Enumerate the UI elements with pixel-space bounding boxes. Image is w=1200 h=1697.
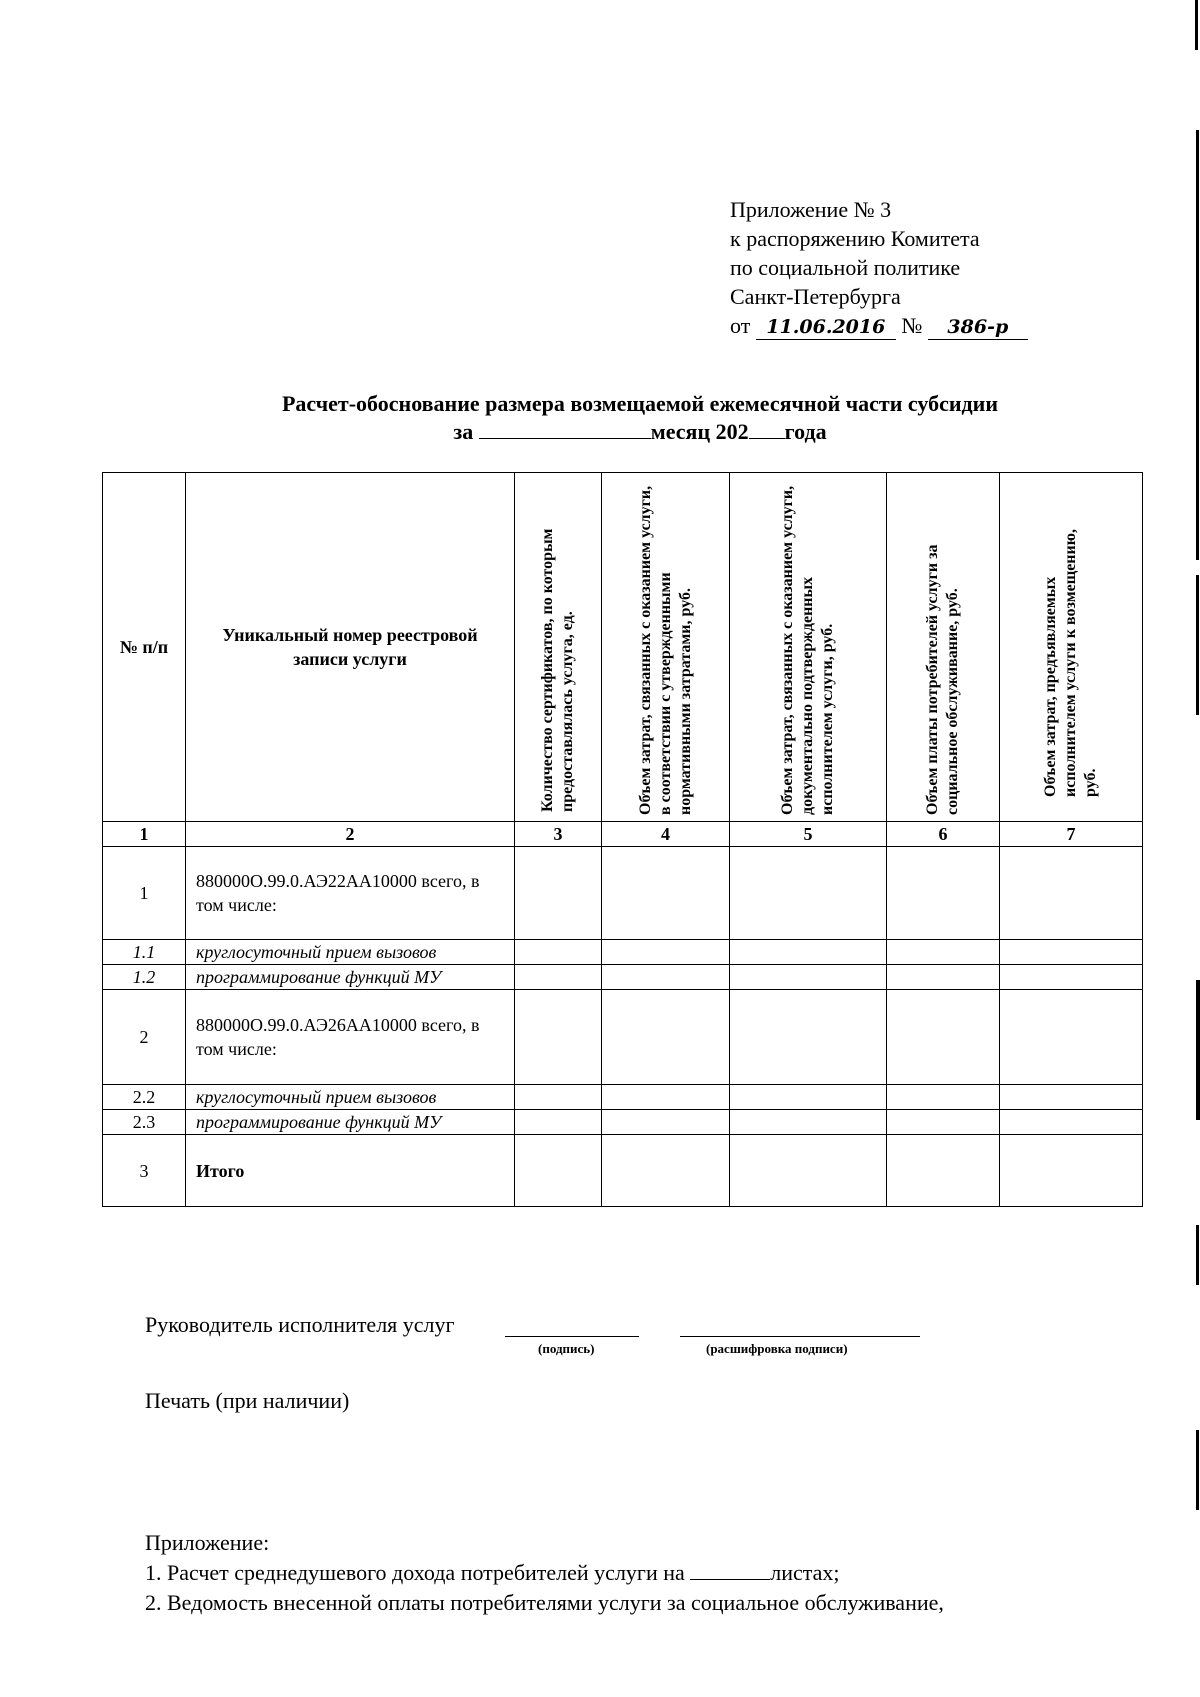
table-row — [103, 965, 1143, 990]
period-month-label: месяц 202 — [650, 419, 749, 444]
cell-normative-costs[interactable] — [602, 940, 730, 965]
cell-certificates[interactable] — [515, 965, 602, 990]
appendix-item-1-text: 1. Расчет среднедушевого дохода потребителей услуги на — [145, 1560, 685, 1585]
column-number-row — [103, 822, 1143, 847]
cell-normative-costs[interactable] — [602, 1135, 730, 1207]
service-name: круглосуточный прием вызовов — [186, 1085, 515, 1110]
number-label: № — [901, 313, 923, 338]
header-col-registry: Уникальный номер реестровой записи услуги — [186, 473, 515, 822]
scan-edge-mark — [1196, 130, 1199, 560]
month-blank[interactable] — [479, 418, 651, 439]
cell-reimbursement[interactable] — [1000, 940, 1143, 965]
row-number: 1 — [103, 847, 186, 940]
cell-certificates[interactable] — [515, 940, 602, 965]
header-col-reimbursement — [1000, 473, 1143, 822]
service-name: 880000О.99.0.АЭ22АА10000 всего, в том числе: — [186, 847, 515, 940]
cell-reimbursement[interactable] — [1000, 1135, 1143, 1207]
signature-decode-line[interactable] — [680, 1336, 920, 1337]
cell-documented-costs[interactable] — [730, 1085, 887, 1110]
cell-certificates[interactable] — [515, 1135, 602, 1207]
header-col-consumer-fee-text: Объем платы потребителей услуги за социальное обслуживание, руб. — [924, 544, 961, 815]
cell-reimbursement[interactable] — [1000, 1085, 1143, 1110]
scan-edge-mark — [1196, 1430, 1199, 1510]
period-za-label: за — [453, 419, 474, 444]
document-title: Расчет-обоснование размера возмещаемой ежемесячной части субсидии — [281, 391, 999, 416]
cell-consumer-fee[interactable] — [887, 847, 1000, 940]
row-number: 3 — [103, 1135, 186, 1207]
from-label: от — [730, 313, 751, 338]
col-number: 2 — [186, 822, 515, 847]
col-number: 7 — [1000, 822, 1143, 847]
header-col-consumer-fee — [887, 473, 1000, 822]
header-col-normative-costs-text: Объем затрат, связанных с оказанием услуги, в соответствии с утвержденными нормативными затратами, руб. — [636, 485, 694, 815]
table-row — [103, 1085, 1143, 1110]
signature-caption: (подпись) — [538, 1341, 595, 1356]
annex-header — [730, 195, 1170, 340]
cell-consumer-fee[interactable] — [887, 965, 1000, 990]
header-col-reimbursement-text: Объем затрат, предъявляемых исполнителем услуги к возмещению, руб. — [1042, 529, 1099, 797]
table-header-row — [103, 473, 1143, 822]
annex-date-line — [730, 311, 1170, 340]
row-number: 2.3 — [103, 1110, 186, 1135]
row-number: 1.2 — [103, 965, 186, 990]
header-col-certificates-text: Количество сертификатов, по которым предоставлялась услуга, ед. — [539, 528, 576, 812]
header-col-certificates — [515, 473, 602, 822]
cell-reimbursement[interactable] — [1000, 1110, 1143, 1135]
signature-label: Руководитель исполнителя услуг — [145, 1312, 455, 1337]
table-row-total — [103, 1135, 1143, 1207]
cell-consumer-fee[interactable] — [887, 990, 1000, 1085]
cell-reimbursement[interactable] — [1000, 965, 1143, 990]
annex-line-order: к распоряжению Комитета — [730, 226, 980, 251]
header-col-num: № п/п — [103, 473, 186, 822]
appendix-item-1 — [145, 1558, 944, 1588]
cell-certificates[interactable] — [515, 847, 602, 940]
service-name: 880000О.99.0.АЭ26АА10000 всего, в том числе: — [186, 990, 515, 1085]
signature-decode-caption: (расшифровка подписи) — [706, 1341, 848, 1356]
cell-reimbursement[interactable] — [1000, 847, 1143, 940]
cell-documented-costs[interactable] — [730, 965, 887, 990]
cell-normative-costs[interactable] — [602, 990, 730, 1085]
cell-consumer-fee[interactable] — [887, 940, 1000, 965]
annex-line-city: Санкт-Петербурга — [730, 284, 901, 309]
sheets-blank[interactable] — [690, 1559, 770, 1580]
cell-documented-costs[interactable] — [730, 990, 887, 1085]
subsidy-calculation-table — [102, 472, 1143, 1207]
handwritten-number: 386-р — [928, 315, 1028, 340]
service-name: программирование функций МУ — [186, 965, 515, 990]
header-col-documented-costs-text: Объем затрат, связанных с оказанием услуги, документально подтвержденных исполнителем услуги, руб. — [779, 485, 836, 815]
scan-edge-mark — [1196, 980, 1200, 1120]
stamp-label: Печать (при наличии) — [145, 1388, 350, 1413]
cell-certificates[interactable] — [515, 1110, 602, 1135]
col-number: 1 — [103, 822, 186, 847]
appendix-item-1-suffix: листах; — [770, 1560, 840, 1585]
cell-consumer-fee[interactable] — [887, 1110, 1000, 1135]
cell-normative-costs[interactable] — [602, 965, 730, 990]
appendix-title: Приложение: — [145, 1530, 270, 1555]
document-period-line — [60, 418, 1200, 446]
annex-line-committee: по социальной политике — [730, 255, 961, 280]
cell-normative-costs[interactable] — [602, 1110, 730, 1135]
row-number: 2.2 — [103, 1085, 186, 1110]
scan-edge-mark — [1196, 1225, 1199, 1285]
annex-title: Приложение № 3 — [730, 197, 892, 222]
appendix-item-2: 2. Ведомость внесенной оплаты потребителями услуги за социальное обслуживание, — [145, 1590, 944, 1615]
table-row — [103, 940, 1143, 965]
cell-reimbursement[interactable] — [1000, 990, 1143, 1085]
table-row — [103, 990, 1143, 1085]
cell-normative-costs[interactable] — [602, 847, 730, 940]
period-year-label: года — [784, 419, 827, 444]
service-name: круглосуточный прием вызовов — [186, 940, 515, 965]
service-name: программирование функций МУ — [186, 1110, 515, 1135]
col-number: 3 — [515, 822, 602, 847]
signature-line[interactable] — [505, 1336, 639, 1337]
handwritten-date: 11.06.2016 — [756, 315, 896, 340]
col-number: 4 — [602, 822, 730, 847]
cell-documented-costs[interactable] — [730, 847, 887, 940]
cell-consumer-fee[interactable] — [887, 1135, 1000, 1207]
row-number: 1.1 — [103, 940, 186, 965]
scan-edge-mark — [1196, 575, 1199, 715]
col-number: 6 — [887, 822, 1000, 847]
year-blank[interactable] — [749, 418, 785, 439]
cell-documented-costs[interactable] — [730, 940, 887, 965]
appendix-block — [145, 1528, 944, 1618]
scan-edge-mark — [1195, 0, 1198, 50]
table-row — [103, 1110, 1143, 1135]
header-col-documented-costs — [730, 473, 887, 822]
row-number: 2 — [103, 990, 186, 1085]
col-number: 5 — [730, 822, 887, 847]
cell-certificates[interactable] — [515, 1085, 602, 1110]
cell-certificates[interactable] — [515, 990, 602, 1085]
cell-documented-costs[interactable] — [730, 1135, 887, 1207]
total-label: Итого — [186, 1135, 515, 1207]
header-col-normative-costs — [602, 473, 730, 822]
cell-normative-costs[interactable] — [602, 1085, 730, 1110]
cell-consumer-fee[interactable] — [887, 1085, 1000, 1110]
cell-documented-costs[interactable] — [730, 1110, 887, 1135]
table-row — [103, 847, 1143, 940]
